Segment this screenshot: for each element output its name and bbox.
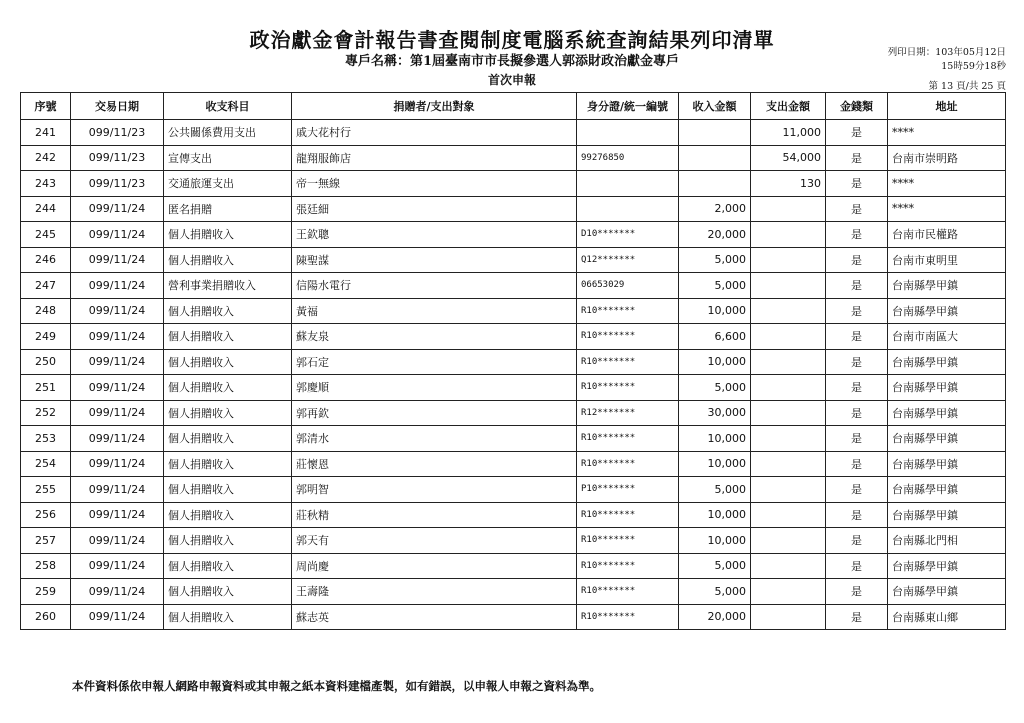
cell-seq: 260 (21, 604, 71, 630)
cell-address: 台南縣北門相 (888, 528, 1006, 554)
cell-address: 台南縣學甲鎮 (888, 579, 1006, 605)
cell-cash: 是 (826, 579, 888, 605)
cell-income: 5,000 (679, 273, 751, 299)
cell-category: 個人捐贈收入 (164, 579, 292, 605)
cell-address: 台南縣學甲鎮 (888, 375, 1006, 401)
cell-income: 5,000 (679, 247, 751, 273)
cell-expense: 130 (751, 171, 826, 197)
table-row (21, 196, 1006, 222)
cell-income (679, 120, 751, 146)
cell-donor: 信陽水電行 (292, 273, 577, 299)
cell-cash: 是 (826, 477, 888, 503)
cell-donor: 郭清水 (292, 426, 577, 452)
cell-expense (751, 247, 826, 273)
cell-category: 營利事業捐贈收入 (164, 273, 292, 299)
cell-cash: 是 (826, 324, 888, 350)
cell-id (577, 171, 679, 197)
cell-cash: 是 (826, 273, 888, 299)
cell-income: 5,000 (679, 579, 751, 605)
cell-date: 099/11/24 (71, 579, 164, 605)
table-header-row (21, 93, 1006, 120)
col-header-expense: 支出金額 (751, 93, 826, 120)
cell-expense (751, 298, 826, 324)
cell-cash: 是 (826, 502, 888, 528)
cell-id: Q12******* (577, 247, 679, 273)
cell-expense (751, 400, 826, 426)
cell-donor: 蘇志英 (292, 604, 577, 630)
cell-expense (751, 579, 826, 605)
cell-cash: 是 (826, 400, 888, 426)
cell-address: 台南市南區大 (888, 324, 1006, 350)
cell-donor: 龍翔服飾店 (292, 145, 577, 171)
table-row (21, 400, 1006, 426)
cell-category: 公共關係費用支出 (164, 120, 292, 146)
cell-income: 10,000 (679, 502, 751, 528)
cell-expense (751, 273, 826, 299)
cell-date: 099/11/24 (71, 273, 164, 299)
cell-donor: 郭明智 (292, 477, 577, 503)
cell-id: R10******* (577, 553, 679, 579)
cell-expense (751, 222, 826, 248)
cell-donor: 張廷細 (292, 196, 577, 222)
col-header-donor: 捐贈者/支出對象 (292, 93, 577, 120)
table-row (21, 528, 1006, 554)
cell-income: 30,000 (679, 400, 751, 426)
cell-seq: 244 (21, 196, 71, 222)
cell-cash: 是 (826, 247, 888, 273)
cell-donor: 王壽隆 (292, 579, 577, 605)
table-row (21, 375, 1006, 401)
cell-category: 宣傳支出 (164, 145, 292, 171)
cell-id: R10******* (577, 502, 679, 528)
cell-cash: 是 (826, 145, 888, 171)
table-row (21, 426, 1006, 452)
cell-cash: 是 (826, 553, 888, 579)
cell-date: 099/11/24 (71, 477, 164, 503)
table-row (21, 579, 1006, 605)
cell-expense (751, 502, 826, 528)
cell-donor: 黃福 (292, 298, 577, 324)
cell-cash: 是 (826, 426, 888, 452)
cell-donor: 莊懷恩 (292, 451, 577, 477)
table-row (21, 451, 1006, 477)
account-name: 專戶名稱：第1屆臺南市市長擬參選人郭添財政治獻金專戶 (344, 54, 680, 69)
cell-donor: 郭再欽 (292, 400, 577, 426)
cell-id: 99276850 (577, 145, 679, 171)
cell-address: **** (888, 171, 1006, 197)
cell-income: 10,000 (679, 349, 751, 375)
cell-date: 099/11/24 (71, 247, 164, 273)
cell-category: 個人捐贈收入 (164, 324, 292, 350)
cell-id: P10******* (577, 477, 679, 503)
cell-expense: 54,000 (751, 145, 826, 171)
cell-category: 個人捐贈收入 (164, 247, 292, 273)
cell-date: 099/11/24 (71, 528, 164, 554)
cell-date: 099/11/23 (71, 145, 164, 171)
cell-income: 10,000 (679, 451, 751, 477)
cell-seq: 255 (21, 477, 71, 503)
page-indicator: 第 13 頁/共 25 頁 (928, 81, 1006, 92)
cell-date: 099/11/24 (71, 426, 164, 452)
cell-expense (751, 477, 826, 503)
cell-address: 台南縣東山鄉 (888, 604, 1006, 630)
col-header-id: 身分證/統一編號 (577, 93, 679, 120)
cell-id: R10******* (577, 451, 679, 477)
cell-income: 2,000 (679, 196, 751, 222)
cell-donor: 帝一無線 (292, 171, 577, 197)
cell-income: 20,000 (679, 604, 751, 630)
cell-date: 099/11/24 (71, 553, 164, 579)
cell-cash: 是 (826, 298, 888, 324)
cell-income (679, 145, 751, 171)
cell-category: 個人捐贈收入 (164, 477, 292, 503)
table-row (21, 324, 1006, 350)
table-row (21, 502, 1006, 528)
cell-id: R10******* (577, 604, 679, 630)
cell-category: 個人捐贈收入 (164, 426, 292, 452)
table-row (21, 247, 1006, 273)
cell-category: 個人捐贈收入 (164, 349, 292, 375)
cell-address: 台南縣學甲鎮 (888, 451, 1006, 477)
cell-expense (751, 451, 826, 477)
cell-cash: 是 (826, 528, 888, 554)
cell-seq: 241 (21, 120, 71, 146)
cell-address: 台南市民權路 (888, 222, 1006, 248)
cell-id: R12******* (577, 400, 679, 426)
cell-expense (751, 196, 826, 222)
cell-donor: 陳聖謀 (292, 247, 577, 273)
cell-donor: 蘇友泉 (292, 324, 577, 350)
cell-income: 10,000 (679, 298, 751, 324)
cell-id: R10******* (577, 375, 679, 401)
cell-date: 099/11/24 (71, 451, 164, 477)
cell-category: 個人捐贈收入 (164, 222, 292, 248)
cell-seq: 254 (21, 451, 71, 477)
cell-income: 5,000 (679, 553, 751, 579)
cell-seq: 246 (21, 247, 71, 273)
table-row (21, 222, 1006, 248)
cell-seq: 243 (21, 171, 71, 197)
cell-address: 台南縣學甲鎮 (888, 502, 1006, 528)
cell-id: 06653029 (577, 273, 679, 299)
cell-income: 6,600 (679, 324, 751, 350)
cell-seq: 256 (21, 502, 71, 528)
cell-address: 台南縣學甲鎮 (888, 426, 1006, 452)
cell-cash: 是 (826, 171, 888, 197)
print-date: 列印日期：103年05月12日 (887, 47, 1006, 58)
cell-category: 個人捐贈收入 (164, 528, 292, 554)
print-time: 15時59分18秒 (941, 61, 1006, 72)
table-row (21, 349, 1006, 375)
table-row (21, 120, 1006, 146)
cell-id: R10******* (577, 298, 679, 324)
cell-id: R10******* (577, 579, 679, 605)
table-row (21, 604, 1006, 630)
cell-seq: 252 (21, 400, 71, 426)
cell-expense (751, 349, 826, 375)
donation-table (20, 92, 1006, 630)
cell-address: 台南縣學甲鎮 (888, 298, 1006, 324)
cell-seq: 258 (21, 553, 71, 579)
cell-category: 個人捐贈收入 (164, 604, 292, 630)
cell-expense (751, 528, 826, 554)
cell-expense: 11,000 (751, 120, 826, 146)
cell-seq: 259 (21, 579, 71, 605)
cell-expense (751, 553, 826, 579)
cell-expense (751, 426, 826, 452)
cell-seq: 250 (21, 349, 71, 375)
footer-note: 本件資料係依申報人網路申報資料或其申報之紙本資料建檔產製，如有錯誤，以申報人申報之資料為準。 (72, 679, 601, 693)
cell-category: 個人捐贈收入 (164, 502, 292, 528)
cell-address: 台南縣學甲鎮 (888, 349, 1006, 375)
cell-donor: 戚大花村行 (292, 120, 577, 146)
cell-address: 台南縣學甲鎮 (888, 477, 1006, 503)
cell-income: 10,000 (679, 528, 751, 554)
col-header-income: 收入金額 (679, 93, 751, 120)
cell-income: 20,000 (679, 222, 751, 248)
cell-cash: 是 (826, 120, 888, 146)
cell-date: 099/11/24 (71, 375, 164, 401)
cell-donor: 郭天有 (292, 528, 577, 554)
col-header-date: 交易日期 (71, 93, 164, 120)
cell-address: 台南縣學甲鎮 (888, 553, 1006, 579)
table-row (21, 145, 1006, 171)
cell-cash: 是 (826, 375, 888, 401)
cell-date: 099/11/24 (71, 502, 164, 528)
table-row (21, 298, 1006, 324)
table-row (21, 553, 1006, 579)
cell-donor: 郭石定 (292, 349, 577, 375)
cell-income: 10,000 (679, 426, 751, 452)
cell-date: 099/11/24 (71, 604, 164, 630)
col-header-cash: 金錢類 (826, 93, 888, 120)
cell-income: 5,000 (679, 375, 751, 401)
cell-date: 099/11/24 (71, 298, 164, 324)
cell-address: 台南市東明里 (888, 247, 1006, 273)
cell-address: 台南縣學甲鎮 (888, 400, 1006, 426)
cell-seq: 247 (21, 273, 71, 299)
cell-date: 099/11/24 (71, 349, 164, 375)
cell-expense (751, 324, 826, 350)
cell-seq: 253 (21, 426, 71, 452)
col-header-category: 收支科目 (164, 93, 292, 120)
cell-cash: 是 (826, 604, 888, 630)
col-header-seq: 序號 (21, 93, 71, 120)
cell-cash: 是 (826, 349, 888, 375)
cell-id (577, 120, 679, 146)
table-row (21, 171, 1006, 197)
cell-cash: 是 (826, 451, 888, 477)
cell-expense (751, 604, 826, 630)
cell-date: 099/11/23 (71, 120, 164, 146)
cell-donor: 郭慶順 (292, 375, 577, 401)
cell-donor: 周尚慶 (292, 553, 577, 579)
cell-category: 個人捐贈收入 (164, 553, 292, 579)
cell-category: 個人捐贈收入 (164, 400, 292, 426)
cell-seq: 245 (21, 222, 71, 248)
cell-seq: 248 (21, 298, 71, 324)
cell-seq: 257 (21, 528, 71, 554)
cell-id (577, 196, 679, 222)
cell-address: 台南縣學甲鎮 (888, 273, 1006, 299)
cell-seq: 242 (21, 145, 71, 171)
cell-address: **** (888, 196, 1006, 222)
cell-cash: 是 (826, 196, 888, 222)
cell-seq: 249 (21, 324, 71, 350)
cell-id: R10******* (577, 426, 679, 452)
cell-date: 099/11/24 (71, 400, 164, 426)
cell-expense (751, 375, 826, 401)
col-header-address: 地址 (888, 93, 1006, 120)
cell-category: 個人捐贈收入 (164, 375, 292, 401)
cell-address: **** (888, 120, 1006, 146)
cell-category: 匿名捐贈 (164, 196, 292, 222)
table-row (21, 477, 1006, 503)
cell-category: 個人捐贈收入 (164, 298, 292, 324)
report-title: 政治獻金會計報告書查閱制度電腦系統查詢結果列印清單 (249, 28, 775, 52)
cell-category: 交通旅運支出 (164, 171, 292, 197)
cell-income (679, 171, 751, 197)
cell-category: 個人捐贈收入 (164, 451, 292, 477)
cell-id: R10******* (577, 324, 679, 350)
cell-id: R10******* (577, 349, 679, 375)
cell-id: R10******* (577, 528, 679, 554)
report-type: 首次申報 (487, 73, 536, 87)
cell-donor: 王欽聰 (292, 222, 577, 248)
cell-date: 099/11/24 (71, 222, 164, 248)
cell-date: 099/11/24 (71, 324, 164, 350)
cell-date: 099/11/24 (71, 196, 164, 222)
cell-date: 099/11/23 (71, 171, 164, 197)
cell-cash: 是 (826, 222, 888, 248)
cell-donor: 莊秋精 (292, 502, 577, 528)
table-row (21, 273, 1006, 299)
cell-address: 台南市崇明路 (888, 145, 1006, 171)
cell-income: 5,000 (679, 477, 751, 503)
cell-seq: 251 (21, 375, 71, 401)
cell-id: D10******* (577, 222, 679, 248)
